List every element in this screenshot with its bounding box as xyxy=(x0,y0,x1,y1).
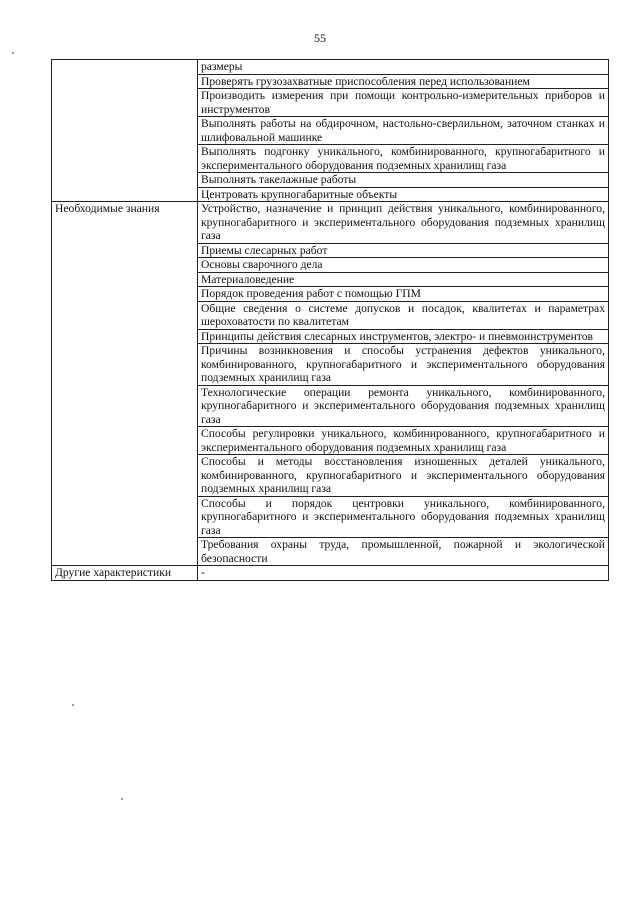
scan-speck xyxy=(72,704,74,706)
skill-item: Проверять грузозахватные приспособления перед использованием xyxy=(198,74,609,89)
table-row xyxy=(52,202,609,244)
skill-item: Выполнять такелажные работы xyxy=(198,173,609,188)
skill-item: Производить измерения при помощи контрольно-измерительных приборов и инструментов xyxy=(198,89,609,117)
scan-speck xyxy=(121,798,123,800)
knowledge-item: Причины возникновения и способы устранения дефектов уникального, комбинированного, крупногабаритного и экспериментального оборудования подземных хранилищ газа xyxy=(198,344,609,386)
other-value: - xyxy=(198,566,609,581)
knowledge-item: Приемы слесарных работ xyxy=(198,243,609,258)
knowledge-item: Способы регулировки уникального, комбинированного, крупногабаритного и экспериментального оборудования подземных хранилищ газа xyxy=(198,427,609,455)
skill-item: Выполнять работы на обдирочном, настольно-сверлильном, заточном станках и шлифовальной машинке xyxy=(198,117,609,145)
table-row xyxy=(52,60,609,75)
competency-table xyxy=(51,59,609,581)
knowledge-item: Материаловедение xyxy=(198,272,609,287)
page-number: 55 xyxy=(314,31,326,45)
skills-label-cell xyxy=(52,60,198,202)
knowledge-item: Порядок проведения работ с помощью ГПМ xyxy=(198,287,609,302)
knowledge-item: Основы сварочного дела xyxy=(198,258,609,273)
skill-item: размеры xyxy=(198,60,609,75)
knowledge-label: Необходимые знания xyxy=(52,202,198,566)
knowledge-item: Принципы действия слесарных инструментов, электро- и пневмоинструментов xyxy=(198,329,609,344)
knowledge-item: Требования охраны труда, промышленной, пожарной и экологической безопасности xyxy=(198,538,609,566)
skill-item: Выполнять подгонку уникального, комбинированного, крупногабаритного и экспериментального оборудования подземных хранилищ газа xyxy=(198,145,609,173)
knowledge-item: Технологические операции ремонта уникального, комбинированного, крупногабаритного и экспериментального оборудования подземных хранилищ газа xyxy=(198,385,609,427)
knowledge-item: Способы и порядок центровки уникального, комбинированного, крупногабаритного и экспериментального оборудования подземных хранилищ газа xyxy=(198,496,609,538)
knowledge-item: Способы и методы восстановления изношенных деталей уникального, комбинированного, крупногабаритного и экспериментального оборудования подземных хранилищ газа xyxy=(198,455,609,497)
other-label: Другие характеристики xyxy=(52,566,198,581)
table-row xyxy=(52,566,609,581)
scan-speck xyxy=(12,52,14,54)
knowledge-item: Общие сведения о системе допусков и посадок, квалитетах и параметрах шероховатости по квалитетам xyxy=(198,301,609,329)
knowledge-item: Устройство, назначение и принцип действия уникального, комбинированного, крупногабаритного и экспериментального оборудования подземных хранилищ газа xyxy=(198,202,609,244)
skill-item: Центровать крупногабаритные объекты xyxy=(198,187,609,202)
